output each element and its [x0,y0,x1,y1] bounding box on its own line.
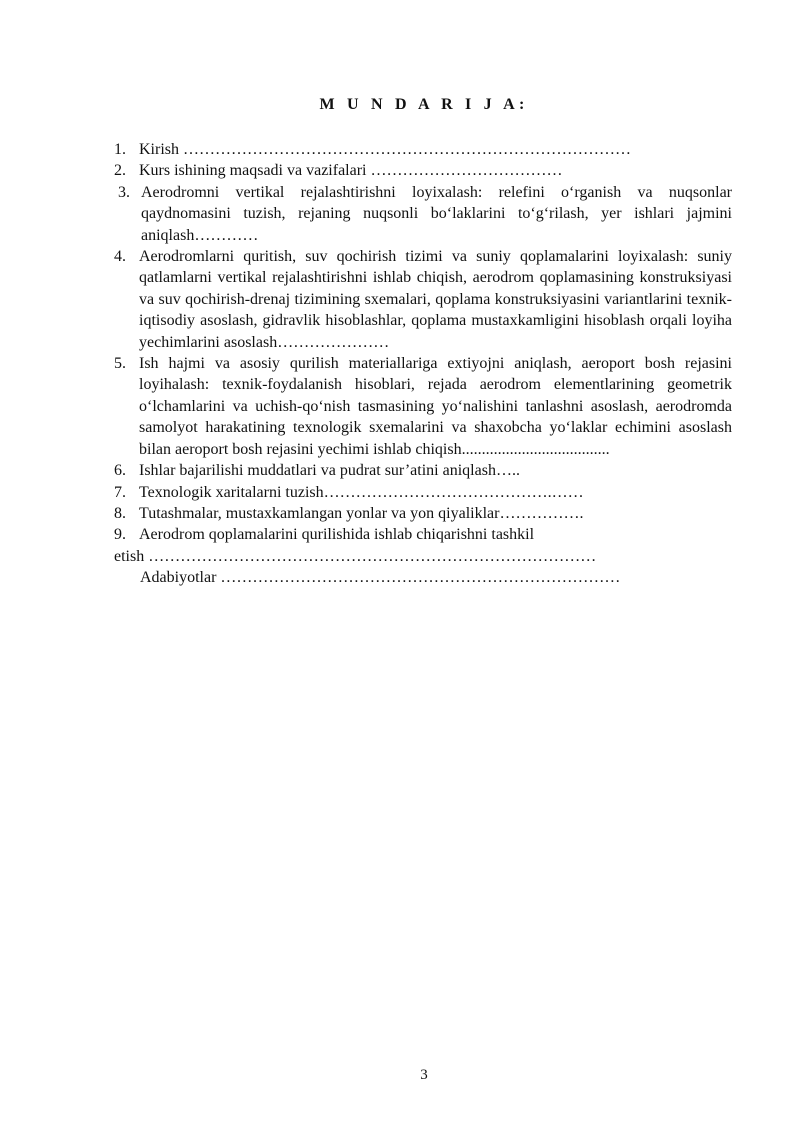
page-title: M U N D A R I J A: [319,96,529,113]
toc-entry-text: Texnologik xaritalarni tuzish…………………………………….…… [139,483,584,501]
toc-entry-text: Kurs ishining maqsadi va vazifalari ……………………………… [139,162,563,180]
table-of-contents [114,139,732,589]
toc-entry-text: Kirish ………………………………………………………………………… [139,141,631,158]
toc-entry-4 [114,246,732,353]
toc-entry-number: 8. [114,504,126,522]
toc-entry-text: Aerodromni vertikal rejalashtirishni loyixalash: relefini o‘rganish va nuqsonlar qaydnomasini tuzish, rejaning nuqsonli bo‘laklarini to‘g‘rilash, yer ishlari jajmini aniqlash………… [141,183,732,244]
toc-entry-text: Ishlar bajarilishi muddatlari va pudrat sur’atini aniqlash….. [139,462,520,480]
toc-entry-number: 2. [114,162,126,180]
toc-entry-number: 9. [114,526,126,544]
toc-entry-number: 3. [118,183,130,201]
toc-entry-9 [114,524,732,545]
toc-entry-3 [114,182,732,246]
toc-entry-number: 4. [114,248,126,266]
toc-entry-number: 6. [114,462,126,480]
toc-entry-text: Ish hajmi va asosiy qurilish materiallariga extiyojni aniqlash, aeroport bosh rejasini loyihalash: texnik-foydalanish hisoblari, rejada aerodrom elementlarining geometrik o‘lchamlarini va uchish-qo‘nish tasmasining yo‘nalishini tanlashni asoslash, aerodromda samolyot harakatining texnologik sxemalarini va shaxobcha yo‘laklar echimini asoslash bilan aeroport bosh rejasini yechimi ishlab chiqish..................................... [139,355,732,458]
toc-entry-number: 1. [114,141,126,158]
toc-entry-references: Adabiyotlar ………………………………………………………………… [140,569,621,587]
toc-entry-5 [114,353,732,460]
toc-entry-number: 5. [114,355,126,373]
toc-entry-text: Aerodromlarni quritish, suv qochirish tizimi va suniy qoplamalarini loyixalash: suniy qatlamlarni vertikal rejalashtirishni ishlab chiqish, aerodrom qoplamasining konstruksiyasi va suv qochirish-drenaj tizimining sxemalari, qoplama konstruksiyasini variantlarini texnik-iqtisodiy asoslash, gidravlik hisoblashlar, qoplama mustaxkamligini hisoblash orqali loyiha yechimlarini asoslash………………… [139,248,732,351]
toc-entry-6 [114,460,732,481]
toc-entry-8 [114,503,732,524]
page-number: 3 [420,1067,428,1083]
toc-entry-number: 7. [114,483,126,501]
toc-entry-7 [114,482,732,503]
toc-entry-text: Aerodrom qoplamalarini qurilishida ishlab chiqarishni tashkil [139,526,535,544]
toc-entry-9-continuation: etish ………………………………………………………………………… [114,547,597,565]
toc-entry-text: Tutashmalar, mustaxkamlangan yonlar va yon qiyaliklar……………. [139,504,584,522]
toc-entry-2 [114,160,732,181]
toc-entry-1 [114,139,732,160]
